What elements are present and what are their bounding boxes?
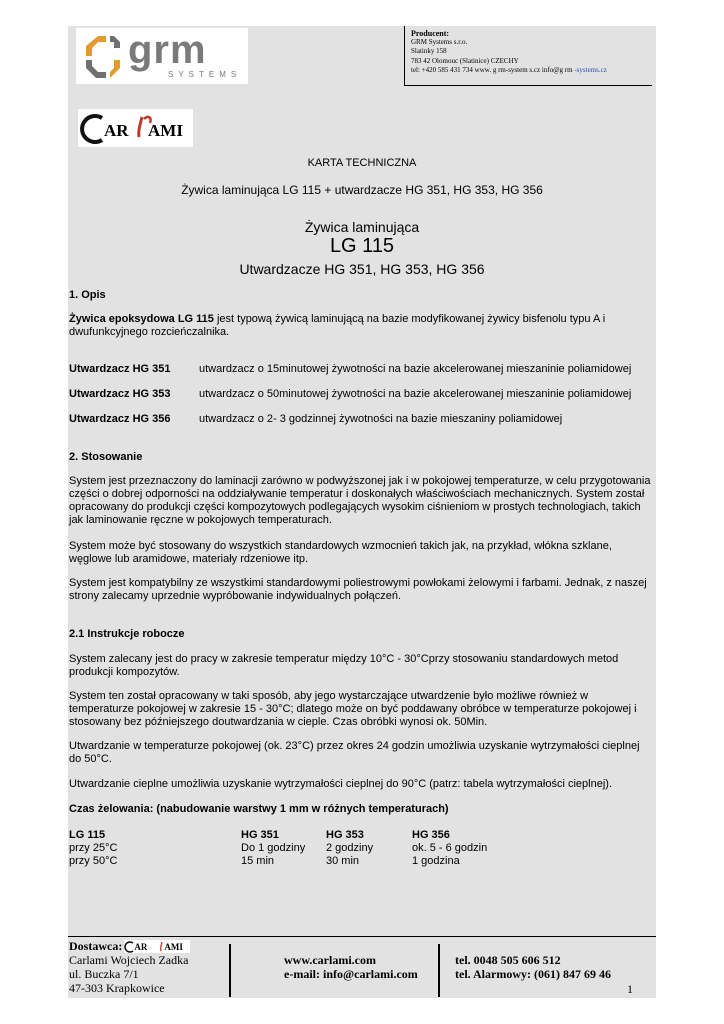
carlami-logo-right: AMI [148,121,183,140]
table-column [412,829,532,868]
header-divider-horizontal [404,85,652,86]
footer-separator [229,944,231,997]
table-header: HG 356 [412,829,450,841]
hardener-description: utwardzacz o 2- 3 godzinnej żywotności na bazie mieszaniny poliamidowej [199,413,563,425]
table-column [326,829,412,868]
footer-phones [455,953,611,981]
section-heading: 2. Stosowanie [69,451,143,463]
producer-contact-text: tel: +420 585 431 734 www. g rm-system s.cz info@g rm [411,65,575,74]
hardener-description: utwardzacz o 50minutowej żywotności na bazie akcelerowanej mieszaninie poliamidowej [199,388,632,400]
carlami-logo [78,109,193,147]
supplier-street: ul. Buczka 7/1 [69,967,139,981]
table-column [69,829,239,868]
producer-title: Producent: [411,29,450,38]
email-link[interactable]: e-mail: info@carlami.com [284,967,418,981]
table-cell: ok. 5 - 6 godzin [412,842,488,854]
producer-line: GRM Systems s.r.o. [411,38,468,47]
footer-supplier [69,939,190,995]
footer-web [284,953,418,981]
table-header: HG 351 [241,829,279,841]
phone-number: tel. 0048 505 606 512 [455,953,561,967]
hardeners-title: Utwardzacze HG 351, HG 353, HG 356 [239,261,485,277]
producer-line: Slatinky 158 [411,47,447,56]
hardener-name: Utwardzacz HG 353 [69,388,171,400]
hardener-name: Utwardzacz HG 356 [69,413,171,425]
supplier-city: 47-303 Krapkowice [69,981,165,995]
alarm-phone-number: tel. Alarmowy: (061) 847 69 46 [455,967,611,981]
hardener-description: utwardzacz o 15minutowej żywotności na bazie akcelerowanej mieszaninie poliamidowej [199,363,632,375]
carlami-small-logo [124,940,190,953]
intro-text: jest typową żywicą laminującą na bazie modyfikowanej żywicy bisfenolu typu A i dwufunkcyjnego rozcieńczalnika. [69,313,606,338]
producer-block [411,29,607,75]
page-number: 1 [627,982,633,996]
table-header: HG 353 [326,829,364,841]
supplier-label: Dostawca: [69,939,123,953]
table-cell: 2 godziny [326,842,374,854]
table-cell: przy 25°C [69,842,118,854]
section-paragraph: System ten został opracowany w taki sposób, aby jego wystarczające utwardzenie było możliwe również w temperaturze pokojowej w zakresie 15 - 30°C; dlatego może on być poddawany obróbce w temperaturze pokojowej i stosowany bez późniejszego doutwardzania w cieple. Czas obróbki wynosi ok. 50Min. [69,690,637,728]
section-paragraph [69,313,654,339]
section-heading: 1. Opis [69,289,106,301]
footer-separator [438,944,440,997]
intro-bold: Żywica epoksydowa LG 115 [69,313,214,325]
section-paragraph: System jest kompatybilny ze wszystkimi standardowymi poliestrowymi powłokami żelowymi i farbami. Jednak, z naszej strony zalecamy uprzednie wypróbowanie indywidualnych połączeń. [69,577,647,602]
producer-line: 783 42 Olomouc (Slatinice) CZECHY [411,56,519,65]
section-paragraph: System może być stosowany do wszystkich standardowych wzmocnień takich jak, na przykład, włókna szklane, węglowe lub aramidowe, materiały rdzeniowe itp. [69,540,612,565]
carlami-small-right: AMI [164,941,183,952]
grm-logo-subtext: SYSTEMS [168,70,242,79]
website-link[interactable]: www.carlami.com [284,953,376,967]
supplier-name: Carlami Wojciech Zadka [69,953,189,967]
header-divider-vertical [404,26,405,86]
product-type: Żywica laminująca [304,219,420,235]
table-column [241,829,327,868]
carlami-small-left: AR [134,941,148,952]
table-cell: Do 1 godziny [241,842,306,854]
grm-logo-text: grm [128,28,207,72]
table-cell: 30 min [326,855,360,867]
carlami-logo-left: AR [104,121,129,140]
grm-logo [76,28,248,84]
table-cell: przy 50°C [69,855,118,867]
section-paragraph: Utwardzanie cieplne umożliwia uzyskanie wytrzymałości cieplnej do 90°C (patrz: tabela wytrzymałości cieplnej). [69,778,613,790]
supplier-label-row [69,939,190,953]
producer-contact [411,66,607,75]
producer-link[interactable]: -systems.cz [574,65,607,74]
section-paragraph: System jest przeznaczony do laminacji zarówno w podwyższonej jak i w pokojowej temperaturze, w celu przygotowania części o dobrej odporności na oddziaływanie temperatur i doskonałych właściwościach mechanicznych. System został opracowany do produkcji części kompozytowych podlegających wysokim ciśnieniom w prostych technologiach, takich jak laminowanie ręczne w pokojowych temperaturach. [69,475,651,526]
table-cell: 15 min [241,855,275,867]
table-cell: 1 godzina [412,855,460,867]
product-name: LG 115 [329,235,395,257]
table-header: LG 115 [69,829,106,841]
document-kind: KARTA TECHNICZNA [307,157,417,169]
hardener-name: Utwardzacz HG 351 [69,363,171,375]
footer-divider [68,936,656,937]
section-heading: 2.1 Instrukcje robocze [69,628,185,640]
document-subtitle: Żywica laminująca LG 115 + utwardzacze HG 351, HG 353, HG 356 [181,183,543,197]
section-paragraph: System zalecany jest do pracy w zakresie temperatur między 10°C - 30°Cprzy stosowaniu standardowych metod produkcji kompozytów. [69,653,619,678]
gel-time-heading: Czas żelowania: (nabudowanie warstwy 1 mm w różnych temperaturach) [69,803,449,815]
section-paragraph: Utwardzanie w temperaturze pokojowej (ok. 23°C) przez okres 24 godzin umożliwia uzyskanie wytrzymałości cieplnej do 50°C. [69,740,640,765]
